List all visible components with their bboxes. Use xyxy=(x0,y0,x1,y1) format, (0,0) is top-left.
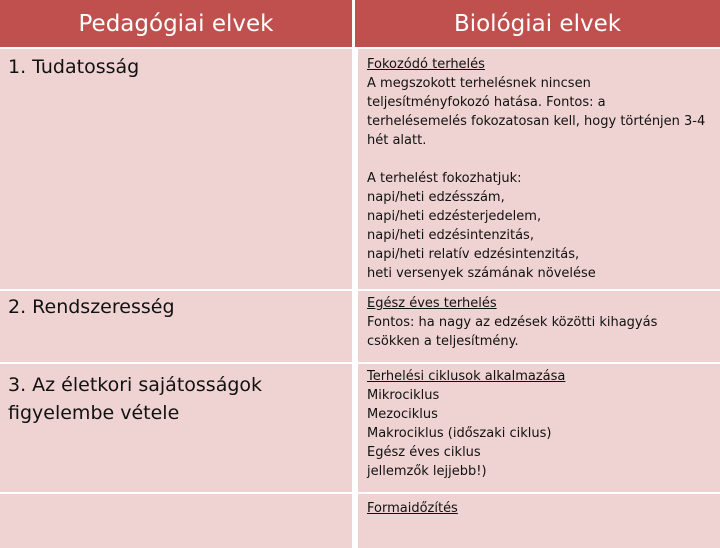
row-1-line2: napi/heti edzésterjedelem, xyxy=(367,209,542,224)
header-biological-label: Biológiai elvek xyxy=(453,10,622,37)
row-3-principle-cell xyxy=(0,364,352,492)
row-2-line: Fontos: ha nagy az edzések közötti kihagyás xyxy=(367,315,658,330)
row-1-biology-text xyxy=(367,55,716,283)
header-pedagogical-label: Pedagógiai elvek xyxy=(78,10,274,37)
row-3-line: Egész éves ciklus xyxy=(367,445,481,460)
row-2-principle: 2. Rendszeresség xyxy=(8,296,175,318)
row-4-biology-text xyxy=(367,499,716,518)
row-1-line2: heti versenyek számának növelése xyxy=(367,266,596,281)
row-2-biology-cell xyxy=(358,291,720,362)
row-3-line: Mikrociklus xyxy=(367,388,440,403)
row-3-line: Makrociklus (időszaki ciklus) xyxy=(367,426,552,441)
row-1-principle-cell xyxy=(0,49,352,289)
row-1-line2: napi/heti relatív edzésintenzitás, xyxy=(367,247,580,262)
row-1-line: hét alatt. xyxy=(367,133,427,148)
row-1-biology-cell xyxy=(358,49,720,289)
row-1-line2: napi/heti edzésintenzitás, xyxy=(367,228,534,243)
row-3-principle: 3. Az életkori sajátosságok figyelembe vétele xyxy=(8,374,263,424)
row-1-principle: 1. Tudatosság xyxy=(8,56,140,78)
row-1-line: teljesítményfokozó hatása. Fontos: a xyxy=(367,95,606,110)
row-3-title: Terhelési ciklusok alkalmazása xyxy=(367,369,566,384)
row-3-line: jellemzők lejjebb!) xyxy=(367,464,487,479)
header-pedagogical xyxy=(0,0,352,47)
row-2-line: csökken a teljesítmény. xyxy=(367,334,519,349)
row-4-title: Formaidőzítés xyxy=(367,501,458,516)
row-3-line: Mezociklus xyxy=(367,407,438,422)
row-1-line2: A terhelést fokozhatjuk: xyxy=(367,171,522,186)
row-1-line: A megszokott terhelésnek nincsen xyxy=(367,76,591,91)
header-biological xyxy=(355,0,720,47)
row-2-title: Egész éves terhelés xyxy=(367,296,497,311)
row-3-biology-cell xyxy=(358,364,720,492)
paragraph-gap xyxy=(367,150,716,169)
row-1-line2: napi/heti edzésszám, xyxy=(367,190,505,205)
row-1-line: terhelésemelés fokozatosan kell, hogy történjen 3-4 xyxy=(367,114,706,129)
row-2-principle-cell xyxy=(0,291,352,362)
row-3-biology-text xyxy=(367,367,716,481)
row-1-title: Fokozódó terhelés xyxy=(367,57,485,72)
row-2-biology-text xyxy=(367,294,716,351)
